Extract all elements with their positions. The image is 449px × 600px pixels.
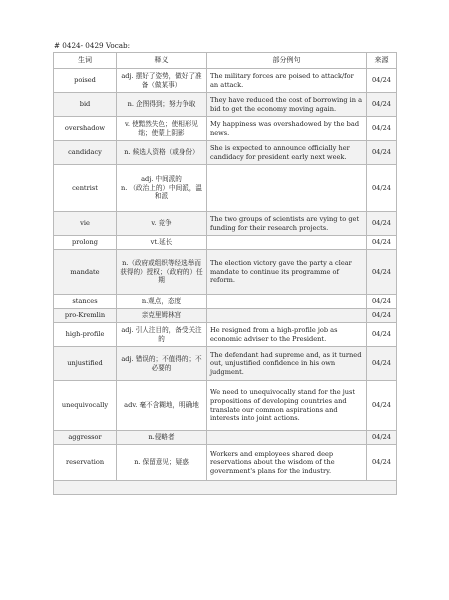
cell-example: [207, 309, 367, 323]
table-row: [54, 431, 397, 445]
cell-source: 04/24: [367, 445, 397, 481]
cell-meaning: adv. 毫不含糊地，明确地: [117, 381, 207, 431]
cell-example: We need to unequivocally stand for the just propositions of developing countries and translate our common aspirations and interests into joint actions.: [207, 381, 367, 431]
cell-meaning: adj. 摆好了姿势，做好了准备（做某事）: [117, 69, 207, 93]
cell-word: unjustified: [54, 347, 117, 381]
cell-word: poised: [54, 69, 117, 93]
header-meaning: 释义: [117, 53, 207, 69]
cell-meaning: n.观点，态度: [117, 295, 207, 309]
table-row: [54, 93, 397, 117]
table-row: [54, 236, 397, 250]
cell-example: [207, 236, 367, 250]
cell-word: overshadow: [54, 117, 117, 141]
table-row: [54, 347, 397, 381]
table-row: [54, 295, 397, 309]
cell-meaning: adj. 中间派的 n. （政治上的）中间派，温和派: [117, 165, 207, 212]
cell-source: 04/24: [367, 117, 397, 141]
table-row: [54, 381, 397, 431]
vocab-table: [53, 52, 397, 495]
header-word: 生词: [54, 53, 117, 69]
cell-source: 04/24: [367, 69, 397, 93]
cell-source: 04/24: [367, 165, 397, 212]
cell-source: 04/24: [367, 236, 397, 250]
cell-meaning: n.侵略者: [117, 431, 207, 445]
cell-source: 04/24: [367, 381, 397, 431]
document-title: # 0424- 0429 Vocab:: [54, 41, 131, 50]
cell-meaning: v. 使黯然失色；使相形见绌；使蒙上阴影: [117, 117, 207, 141]
cell-word: unequivocally: [54, 381, 117, 431]
table-row-empty: [54, 481, 397, 495]
cell-meaning: vt.延长: [117, 236, 207, 250]
cell-source: 04/24: [367, 295, 397, 309]
cell-meaning: n. 候选人资格（或身份）: [117, 141, 207, 165]
table-row: [54, 165, 397, 212]
empty-cell: [54, 481, 397, 495]
table-row: [54, 117, 397, 141]
table-row: [54, 69, 397, 93]
cell-example: My happiness was overshadowed by the bad news.: [207, 117, 367, 141]
cell-example: [207, 431, 367, 445]
cell-example: She is expected to announce officially her candidacy for president early next week.: [207, 141, 367, 165]
table-row: [54, 212, 397, 236]
cell-example: They have reduced the cost of borrowing in a bid to get the economy moving again.: [207, 93, 367, 117]
cell-word: candidacy: [54, 141, 117, 165]
cell-example: The two groups of scientists are vying to get funding for their research projects.: [207, 212, 367, 236]
cell-example: [207, 165, 367, 212]
cell-source: 04/24: [367, 309, 397, 323]
cell-word: vie: [54, 212, 117, 236]
cell-meaning: 亲克里姆林宫: [117, 309, 207, 323]
cell-example: He resigned from a high-profile job as economic adviser to the President.: [207, 323, 367, 347]
cell-word: high-profile: [54, 323, 117, 347]
cell-word: mandate: [54, 250, 117, 295]
cell-source: 04/24: [367, 141, 397, 165]
cell-example: Workers and employees shared deep reservations about the wisdom of the government's plans for the industry.: [207, 445, 367, 481]
cell-example: [207, 295, 367, 309]
cell-meaning: adj. 错误的；不值得的；不必要的: [117, 347, 207, 381]
cell-source: 04/24: [367, 323, 397, 347]
cell-source: 04/24: [367, 212, 397, 236]
cell-source: 04/24: [367, 431, 397, 445]
cell-example: The defendant had supreme and, as it turned out, unjustified confidence in his own judgment.: [207, 347, 367, 381]
header-source: 来源: [367, 53, 397, 69]
cell-word: bid: [54, 93, 117, 117]
table-row: [54, 250, 397, 295]
cell-example: The military forces are poised to attack/for an attack.: [207, 69, 367, 93]
cell-meaning: n. 保留意见；疑惑: [117, 445, 207, 481]
cell-word: stances: [54, 295, 117, 309]
cell-example: The election victory gave the party a clear mandate to continue its programme of reform.: [207, 250, 367, 295]
cell-source: 04/24: [367, 93, 397, 117]
cell-source: 04/24: [367, 347, 397, 381]
table-row: [54, 323, 397, 347]
cell-meaning: v. 竞争: [117, 212, 207, 236]
cell-word: pro-Kremlin: [54, 309, 117, 323]
table-header-row: [54, 53, 397, 69]
cell-meaning: n.（政府或组织等经选举而获得的）授权；（政府的）任期: [117, 250, 207, 295]
header-example: 部分例句: [207, 53, 367, 69]
table-row: [54, 309, 397, 323]
cell-word: centrist: [54, 165, 117, 212]
cell-source: 04/24: [367, 250, 397, 295]
table-row: [54, 445, 397, 481]
cell-word: prolong: [54, 236, 117, 250]
table-row: [54, 141, 397, 165]
cell-word: aggressor: [54, 431, 117, 445]
cell-meaning: adj. 引人注目的，备受关注的: [117, 323, 207, 347]
cell-meaning: n. 企图得到；努力争取: [117, 93, 207, 117]
cell-word: reservation: [54, 445, 117, 481]
